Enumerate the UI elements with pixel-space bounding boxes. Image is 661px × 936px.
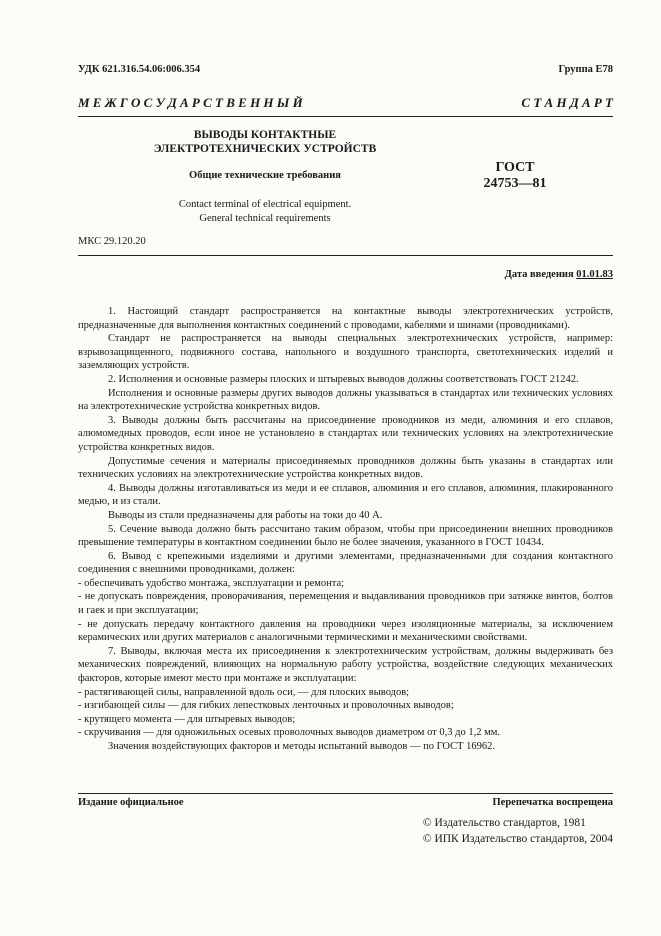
effective-date bbox=[505, 269, 613, 280]
banner-word-interstate: М Е Ж Г О С У Д А Р С Т В Е Н Н Ы Й bbox=[78, 95, 303, 110]
paragraph: Допустимые сечения и материалы присоединяемых проводников должны быть указаны в стандартах или технических условиях на электротехнические устройства конкретных видов. bbox=[78, 455, 613, 481]
paragraph: 5. Сечение вывода должно быть рассчитано таким образом, чтобы при присоединении внешних проводников превышение температуры в контактном соединении было не более значения, указанного в ГОСТ 10434. bbox=[78, 523, 613, 549]
gost-label: ГОСТ bbox=[495, 160, 535, 175]
list-item: - растягивающей силы, направленной вдоль оси, — для плоских выводов; bbox=[78, 686, 410, 698]
official-edition-note: Издание официальное bbox=[78, 797, 184, 808]
header-divider bbox=[78, 255, 613, 256]
title-line-1: ВЫВОДЫ КОНТАКТНЫЕ bbox=[193, 129, 337, 141]
paragraph: Значения воздействующих факторов и методы испытаний выводов — по ГОСТ 16962. bbox=[108, 741, 496, 752]
list-item: - обеспечивать удобство монтажа, эксплуатации и ремонта; bbox=[78, 577, 345, 589]
paragraph: Стандарт не распространяется на выводы специальных электротехнических устройств, например: взрывозащищенного, подвижного состава, напольного и воздушного транспорта, светотехнических изделий и заземляющих устройств. bbox=[78, 333, 613, 372]
copyright-line-1: © Издательство стандартов, 1981 bbox=[422, 817, 586, 829]
title-line-2: ЭЛЕКТРОТЕХНИЧЕСКИХ УСТРОЙСТВ bbox=[153, 143, 377, 155]
paragraph: 1. Настоящий стандарт распространяется на контактные выводы электротехнических устройств, предназначенные для выполнения контактных соединений с проводами, кабелями и шинами (проводниками). bbox=[78, 306, 613, 331]
effective-date-value: 01.01.83 bbox=[576, 269, 613, 280]
list-item: - скручивания — для одножильных осевых проволочных выводов диаметром от 0,3 до 1,2 мм. bbox=[78, 727, 501, 739]
english-title-line-2: General technical requirements bbox=[199, 213, 331, 224]
english-title bbox=[110, 198, 420, 226]
document-subtitle: Общие технические требования bbox=[189, 170, 341, 181]
paragraph: Выводы из стали предназначены для работы на токи до 40 А. bbox=[108, 509, 383, 521]
footer-divider bbox=[78, 793, 613, 794]
gost-designation bbox=[470, 160, 560, 192]
paragraph: 2. Исполнения и основные размеры плоских и штыревых выводов должны соответствовать ГОСТ 21242. bbox=[108, 373, 579, 385]
banner-word-standard: С Т А Н Д А Р Т bbox=[521, 95, 613, 110]
gost-number: 24753—81 bbox=[483, 176, 547, 191]
group-code: Группа Е78 bbox=[558, 64, 613, 75]
paragraph: 6. Вывод с крепежными изделиями и другими элементами, предназначенными для создания контактного соединения с внешними проводниками, должен: bbox=[78, 550, 613, 576]
paragraph: 7. Выводы, включая места их присоединения к электротехническим устройствам, должны выдерживать без механических повреждений, влияющих на нормальную работу устройства, воздействие следующих механических факторов, которые имеют место при монтаже и эксплуатации: bbox=[78, 645, 613, 685]
standard-banner bbox=[78, 90, 613, 117]
copyright-block bbox=[423, 815, 613, 847]
effective-date-label: Дата введения bbox=[504, 269, 574, 280]
document-body bbox=[78, 305, 613, 754]
reprint-prohibited-note: Перепечатка воспрещена bbox=[492, 797, 613, 808]
document-title bbox=[110, 128, 420, 156]
list-item: - изгибающей силы — для гибких лепестковых ленточных и проволочных выводов; bbox=[78, 700, 454, 712]
paragraph: 4. Выводы должны изготавливаться из меди и ее сплавов, алюминия и его сплавов, алюминия, плакированного медью, и из стали. bbox=[78, 482, 613, 508]
list-item: - не допускать передачу контактного давления на проводники через изоляционные материалы, за исключением керамических или других материалов с аналогичными термическими и механическими свойствами. bbox=[78, 618, 613, 644]
copyright-line-2: © ИПК Издательство стандартов, 2004 bbox=[422, 833, 613, 845]
english-title-line-1: Contact terminal of electrical equipment. bbox=[178, 199, 352, 210]
paragraph: Исполнения и основные размеры других выводов должны указываться в стандартах или технических условиях на электротехнические устройства конкретных видов. bbox=[78, 387, 613, 413]
udk-code: УДК 621.316.54.06:006.354 bbox=[78, 64, 201, 75]
list-item: - не допускать повреждения, проворачивания, перемещения и выдавливания проводников при затяжке винтов, болтов и гаек и при эксплуатации; bbox=[78, 591, 613, 617]
list-item: - крутящего момента — для штыревых выводов; bbox=[78, 713, 296, 725]
mks-code: МКС 29.120.20 bbox=[78, 236, 146, 247]
paragraph: 3. Выводы должны быть рассчитаны на присоединение проводников из меди, алюминия и его сплавов, алюмомедных проводов, если иное не установлено в стандартах или технических условиях на электротехнические устройства конкретных видов. bbox=[78, 414, 613, 453]
